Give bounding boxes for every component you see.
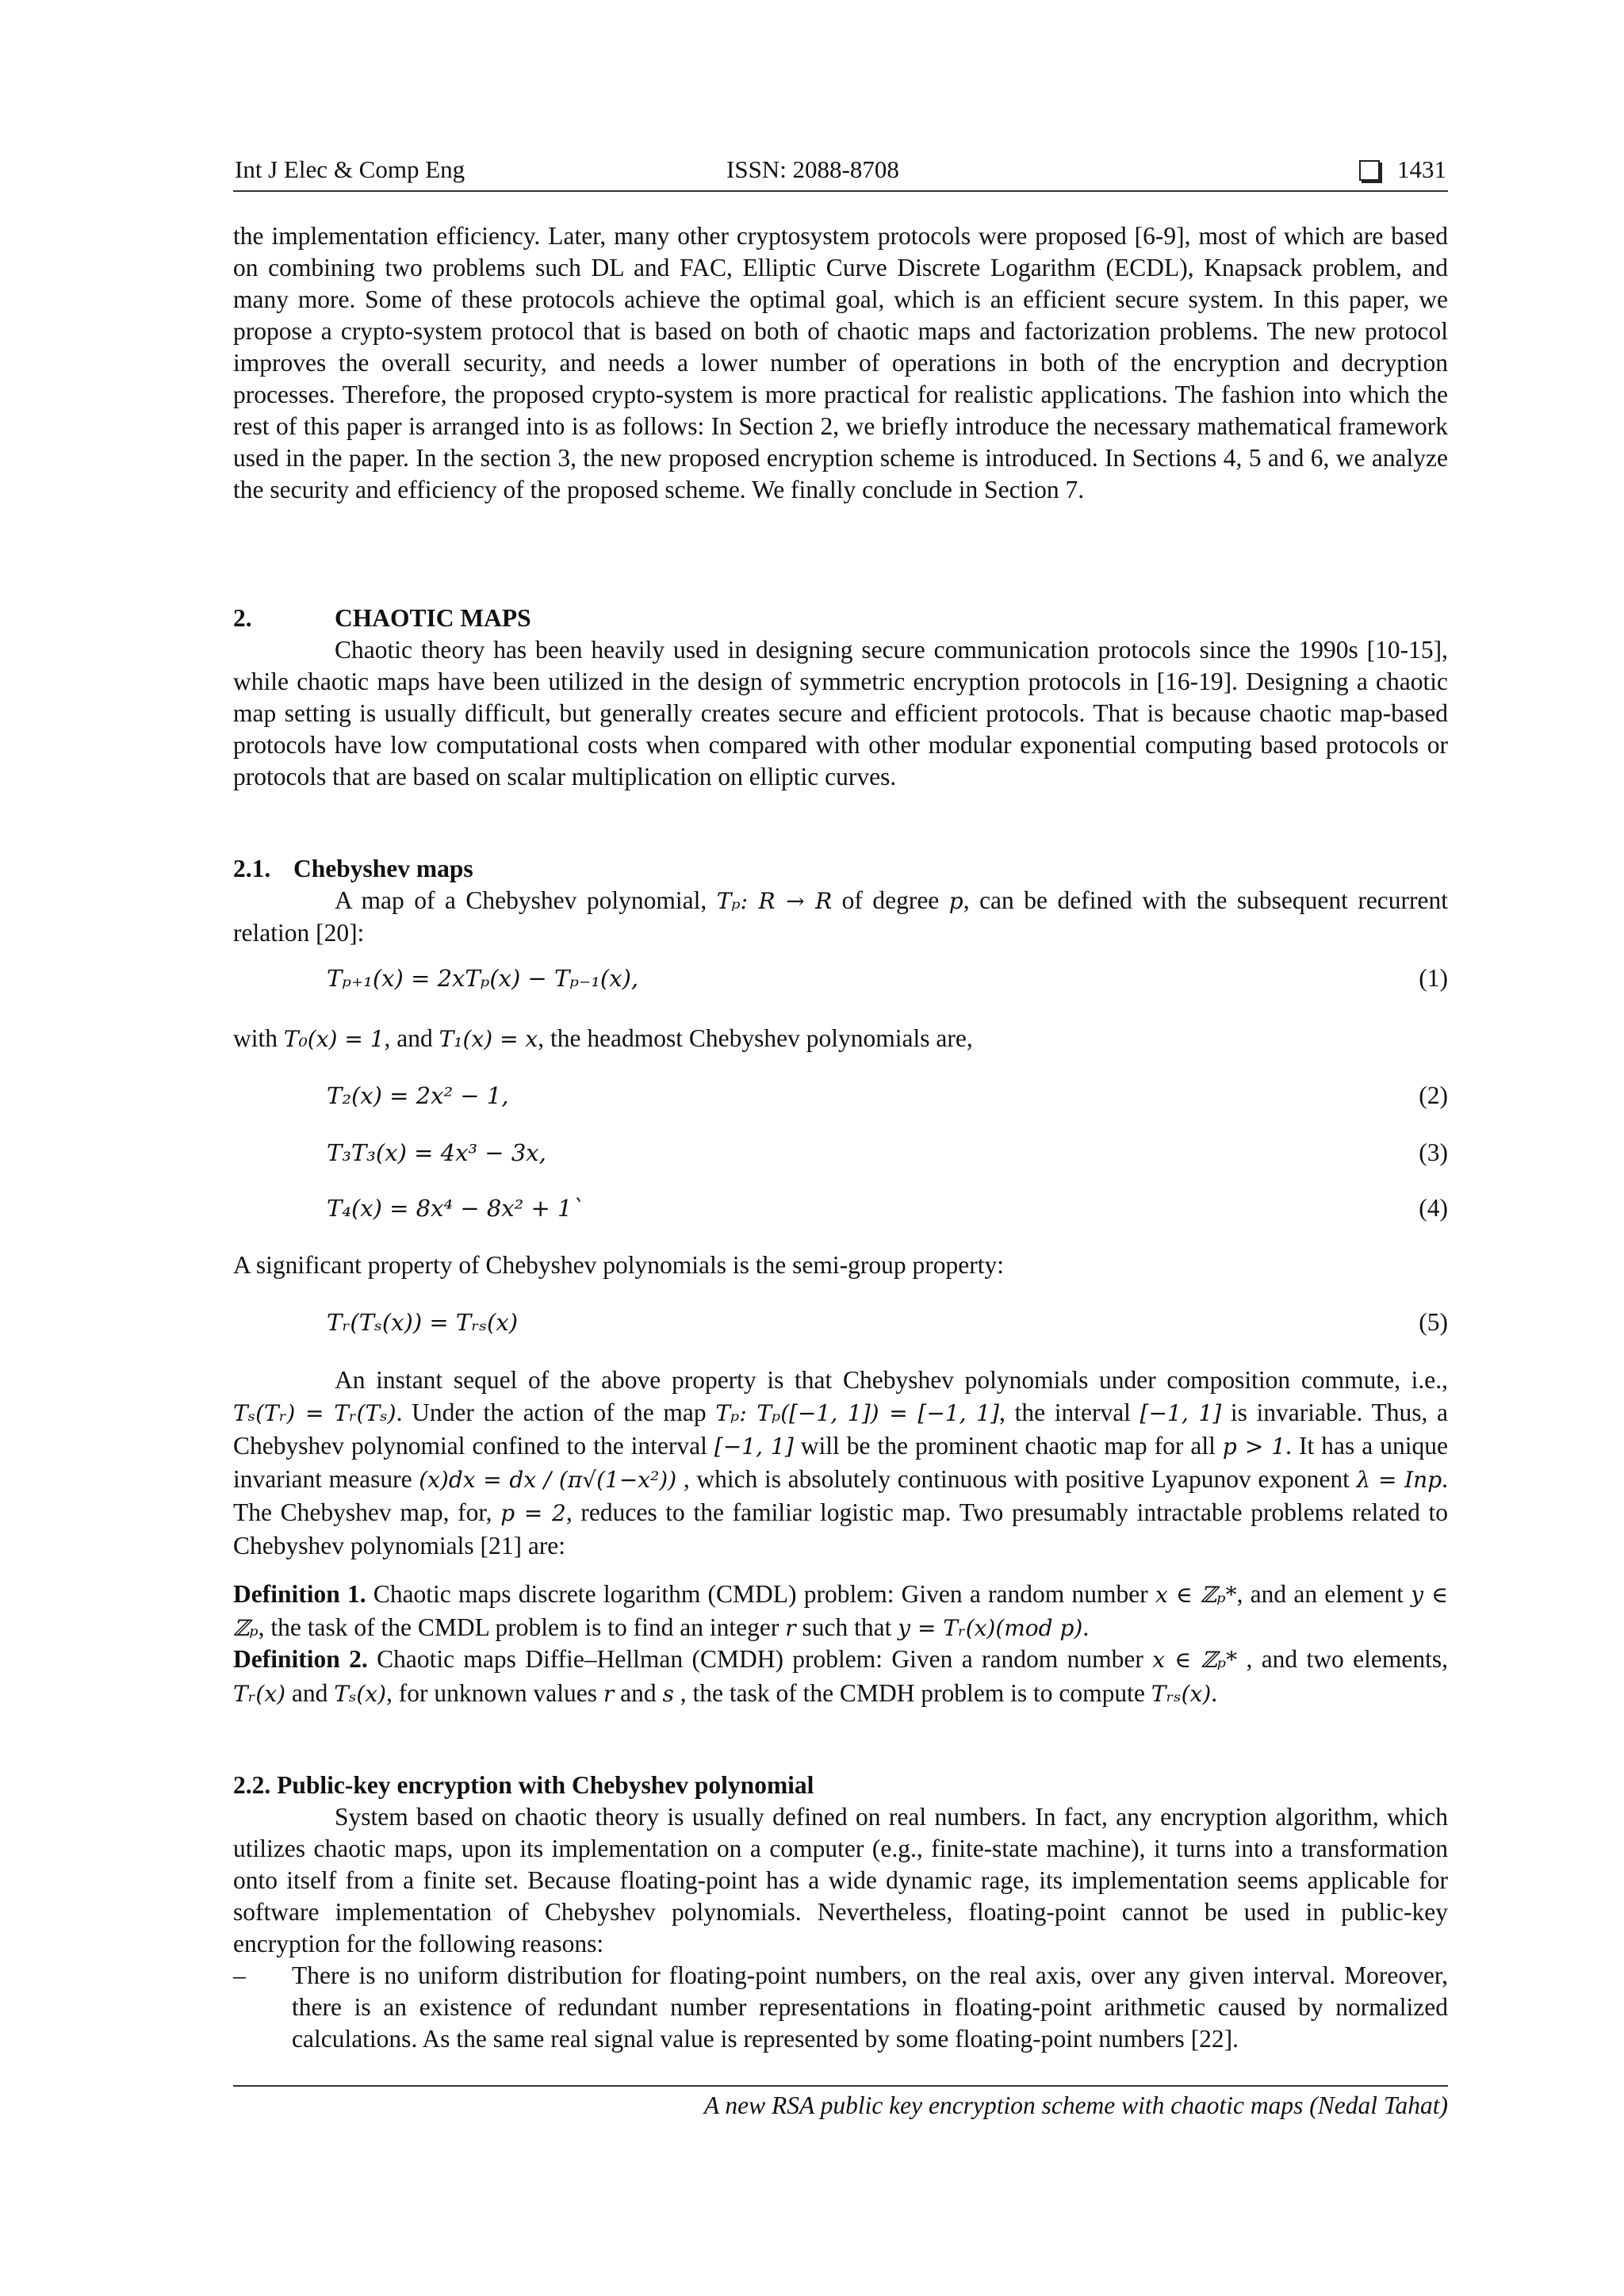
text-run: , the headmost Chebyshev polynomials are, (538, 1024, 973, 1052)
with-paragraph (233, 1023, 1448, 1055)
text-run: , the task of the CMDH problem is to compute (673, 1679, 1151, 1707)
bullet-dash: – (233, 1961, 246, 1989)
text-run: . (1211, 1679, 1218, 1707)
text-run: , which is absolutely continuous with positive Lyapunov exponent (676, 1465, 1357, 1493)
intro-paragraph: the implementation efficiency. Later, many other cryptosystem protocols were proposed [6-9], most of which are based on combining two problems such DL and FAC, Elliptic Curve Discrete Logarithm (ECDL), Knapsack problem, and many more. Some of these protocols achieve the optimal goal, which is an efficient secure system. In this paper, we propose a crypto-system protocol that is based on both of chaotic maps and factorization problems. The new protocol improves the overall security, and needs a lower number of operations in both of the encryption and decryption processes. Therefore, the proposed crypto-system is more practical for realistic applications. The fashion into which the rest of this paper is arranged into is as follows: In Section 2, we briefly introduce the necessary mathematical framework used in the paper. In the section 3, the new proposed encryption scheme is introduced. In Sections 4, 5 and 6, we analyze the security and efficiency of the proposed scheme. We finally conclude in Section 7. (233, 222, 1448, 503)
checkbox-square-icon (1359, 160, 1380, 181)
journal-name: Int J Elec & Comp Eng (235, 155, 465, 183)
text-run: Chaotic maps discrete logarithm (CMDL) problem: Given a random number (366, 1580, 1155, 1608)
math-inline: y ∈ ℤₚ (233, 1582, 1448, 1641)
math-inline: (x)dx = dx / (π√(1−x²)) (419, 1467, 677, 1493)
text-run: of degree (832, 886, 949, 914)
section-2-title: CHAOTIC MAPS (335, 604, 531, 632)
math-inline: p (948, 888, 963, 914)
text-run: A map of a Chebyshev polynomial, (335, 886, 717, 914)
math-inline: x ∈ ℤₚ* (1152, 1647, 1238, 1673)
text-run: will be the prominent chaotic map for all (793, 1432, 1223, 1460)
math-inline: Tᵣₛ(x) (1151, 1681, 1212, 1707)
bullet-text: There is no uniform distribution for floating-point numbers, on the real axis, over any given interval. Moreover, there is an existence of redundant number representations in floating-point arithmetic caused by normalized calculations. As the same real signal value is represented by some floating-point numbers [22]. (292, 1961, 1448, 2053)
text-run: . (1082, 1613, 1090, 1641)
header-rule (233, 190, 1448, 192)
footer-rule (233, 2085, 1448, 2087)
section-2-number: 2. (233, 604, 252, 632)
definition-2 (233, 1643, 1448, 1711)
text-run: and (614, 1679, 663, 1707)
equation-number: (3) (1419, 1138, 1448, 1166)
math-inline: [−1, 1] (1139, 1400, 1222, 1426)
text-run: , and two elements, (1237, 1645, 1448, 1673)
text-run: , reduces to the familiar logistic map. Two presumably intractable problems related to Chebyshev polynomials [21] are: (233, 1498, 1449, 1559)
text-run: with (233, 1024, 284, 1052)
text-run: . Under the action of the map (396, 1399, 716, 1426)
section-2-1-title: Chebyshev maps (293, 855, 473, 882)
text-run: , the task of the CMDL problem is to find an integer (258, 1613, 786, 1641)
bullet-item (233, 1960, 1448, 2055)
math-inline: p = 2 (500, 1500, 566, 1526)
section-2-paragraph: Chaotic theory has been heavily used in designing secure communication protocols since the 1990s [10-15], while chaotic maps have been utilized in the design of symmetric encryption protocols in [16-19]. Designing a chaotic map setting is usually difficult, but generally creates secure and efficient protocols. That is because chaotic map-based protocols have low computational costs when compared with other modular exponential computing based protocols or protocols that are based on scalar multiplication on elliptic curves. (233, 636, 1448, 790)
equation-number: (5) (1419, 1308, 1448, 1336)
text-run: and (285, 1679, 335, 1707)
math-inline: λ = Inp (1356, 1467, 1442, 1493)
math-inline: r (603, 1681, 615, 1707)
math-inline: Tₚ: Tₚ([−1, 1]) = [−1, 1] (715, 1400, 1000, 1426)
equation-3 (233, 1135, 1448, 1170)
section-2-1-number: 2.1. (233, 855, 271, 882)
math-inline: Tₛ(x) (334, 1681, 387, 1707)
equation-number: (2) (1419, 1081, 1448, 1109)
text-run: . It has a unique invariant measure (233, 1432, 1448, 1493)
math-inline: Tₛ(Tᵣ) = Tᵣ(Tₛ) (233, 1400, 396, 1426)
math-inline: s (662, 1681, 674, 1707)
math-inline: y = Tᵣ(x)(mod p) (898, 1615, 1083, 1641)
semigroup-paragraph (233, 1364, 1448, 1562)
text-run: , and an element (1236, 1580, 1411, 1608)
math-inline: x ∈ ℤₚ* (1155, 1582, 1237, 1608)
text-run: . The Chebyshev map, for, (233, 1465, 1448, 1526)
equation-formula: Tᵣ(Tₛ(x)) = Tᵣₛ(x) (327, 1309, 519, 1336)
page-number: 1431 (1397, 155, 1446, 183)
math-inline: T₀(x) = 1 (283, 1026, 385, 1052)
equation-number: (4) (1419, 1194, 1448, 1222)
page-header (235, 155, 1446, 190)
math-inline: p > 1 (1222, 1433, 1286, 1460)
equation-formula: Tₚ₊₁(x) = 2xTₚ(x) − Tₚ₋₁(x), (327, 965, 639, 992)
section-2-heading (233, 603, 531, 634)
running-footer: A new RSA public key encryption scheme with chaotic maps (Nedal Tahat) (703, 2091, 1448, 2119)
text-run: is invariable. Thus, a Chebyshev polynomial confined to the interval (233, 1399, 1448, 1460)
equation-2 (233, 1078, 1448, 1113)
equation-formula: T₄(x) = 8x⁴ − 8x² + 1` (327, 1195, 584, 1222)
text-run: such that (795, 1613, 898, 1641)
math-inline: Tₚ: R → R (716, 888, 833, 914)
section-2-2-heading: 2.2. Public-key encryption with Chebyshev polynomial (233, 1771, 814, 1799)
math-inline: r (785, 1615, 796, 1641)
section-2-1-heading (233, 853, 473, 885)
math-inline: Tᵣ(x) (233, 1681, 286, 1707)
chebyshev-intro-paragraph (233, 885, 1448, 949)
text-run: , and (384, 1024, 439, 1052)
text-run: Chaotic maps Diffie–Hellman (CMDH) problem: Given a random number (367, 1645, 1153, 1673)
math-inline: T₁(x) = x (439, 1026, 538, 1052)
definition-label: Definition 1. (233, 1580, 366, 1608)
equation-number: (1) (1419, 964, 1448, 992)
semi-group-sentence: A significant property of Chebyshev polynomials is the semi-group property: (233, 1251, 1004, 1279)
definition-label: Definition 2. (233, 1645, 368, 1673)
section-2-2-paragraph: System based on chaotic theory is usually defined on real numbers. In fact, any encryption algorithm, which utilizes chaotic maps, upon its implementation on a computer (e.g., finite-state machine), it turns into a transformation onto itself from a finite set. Because floating-point has a wide dynamic rage, its implementation seems applicable for software implementation of Chebyshev polynomials. Nevertheless, floating-point cannot be used in public-key encryption for the following reasons: (233, 1803, 1448, 1957)
equation-formula: T₂(x) = 2x² − 1, (327, 1082, 509, 1109)
text-run: , the interval (999, 1399, 1140, 1426)
equation-formula: T₃T₃(x) = 4x³ − 3x, (327, 1139, 546, 1166)
math-inline: [−1, 1] (714, 1433, 794, 1460)
issn: ISSN: 2088-8708 (726, 155, 899, 183)
definition-1 (233, 1578, 1448, 1644)
text-run: , can be defined with the subsequent recurrent relation [20]: (233, 886, 1448, 947)
equation-4 (233, 1191, 1448, 1226)
text-run: , for unknown values (386, 1679, 603, 1707)
equation-5 (233, 1305, 1448, 1340)
text-run: An instant sequel of the above property is that Chebyshev polynomials under composition commute, i.e., (335, 1366, 1448, 1394)
equation-1 (233, 961, 1448, 996)
